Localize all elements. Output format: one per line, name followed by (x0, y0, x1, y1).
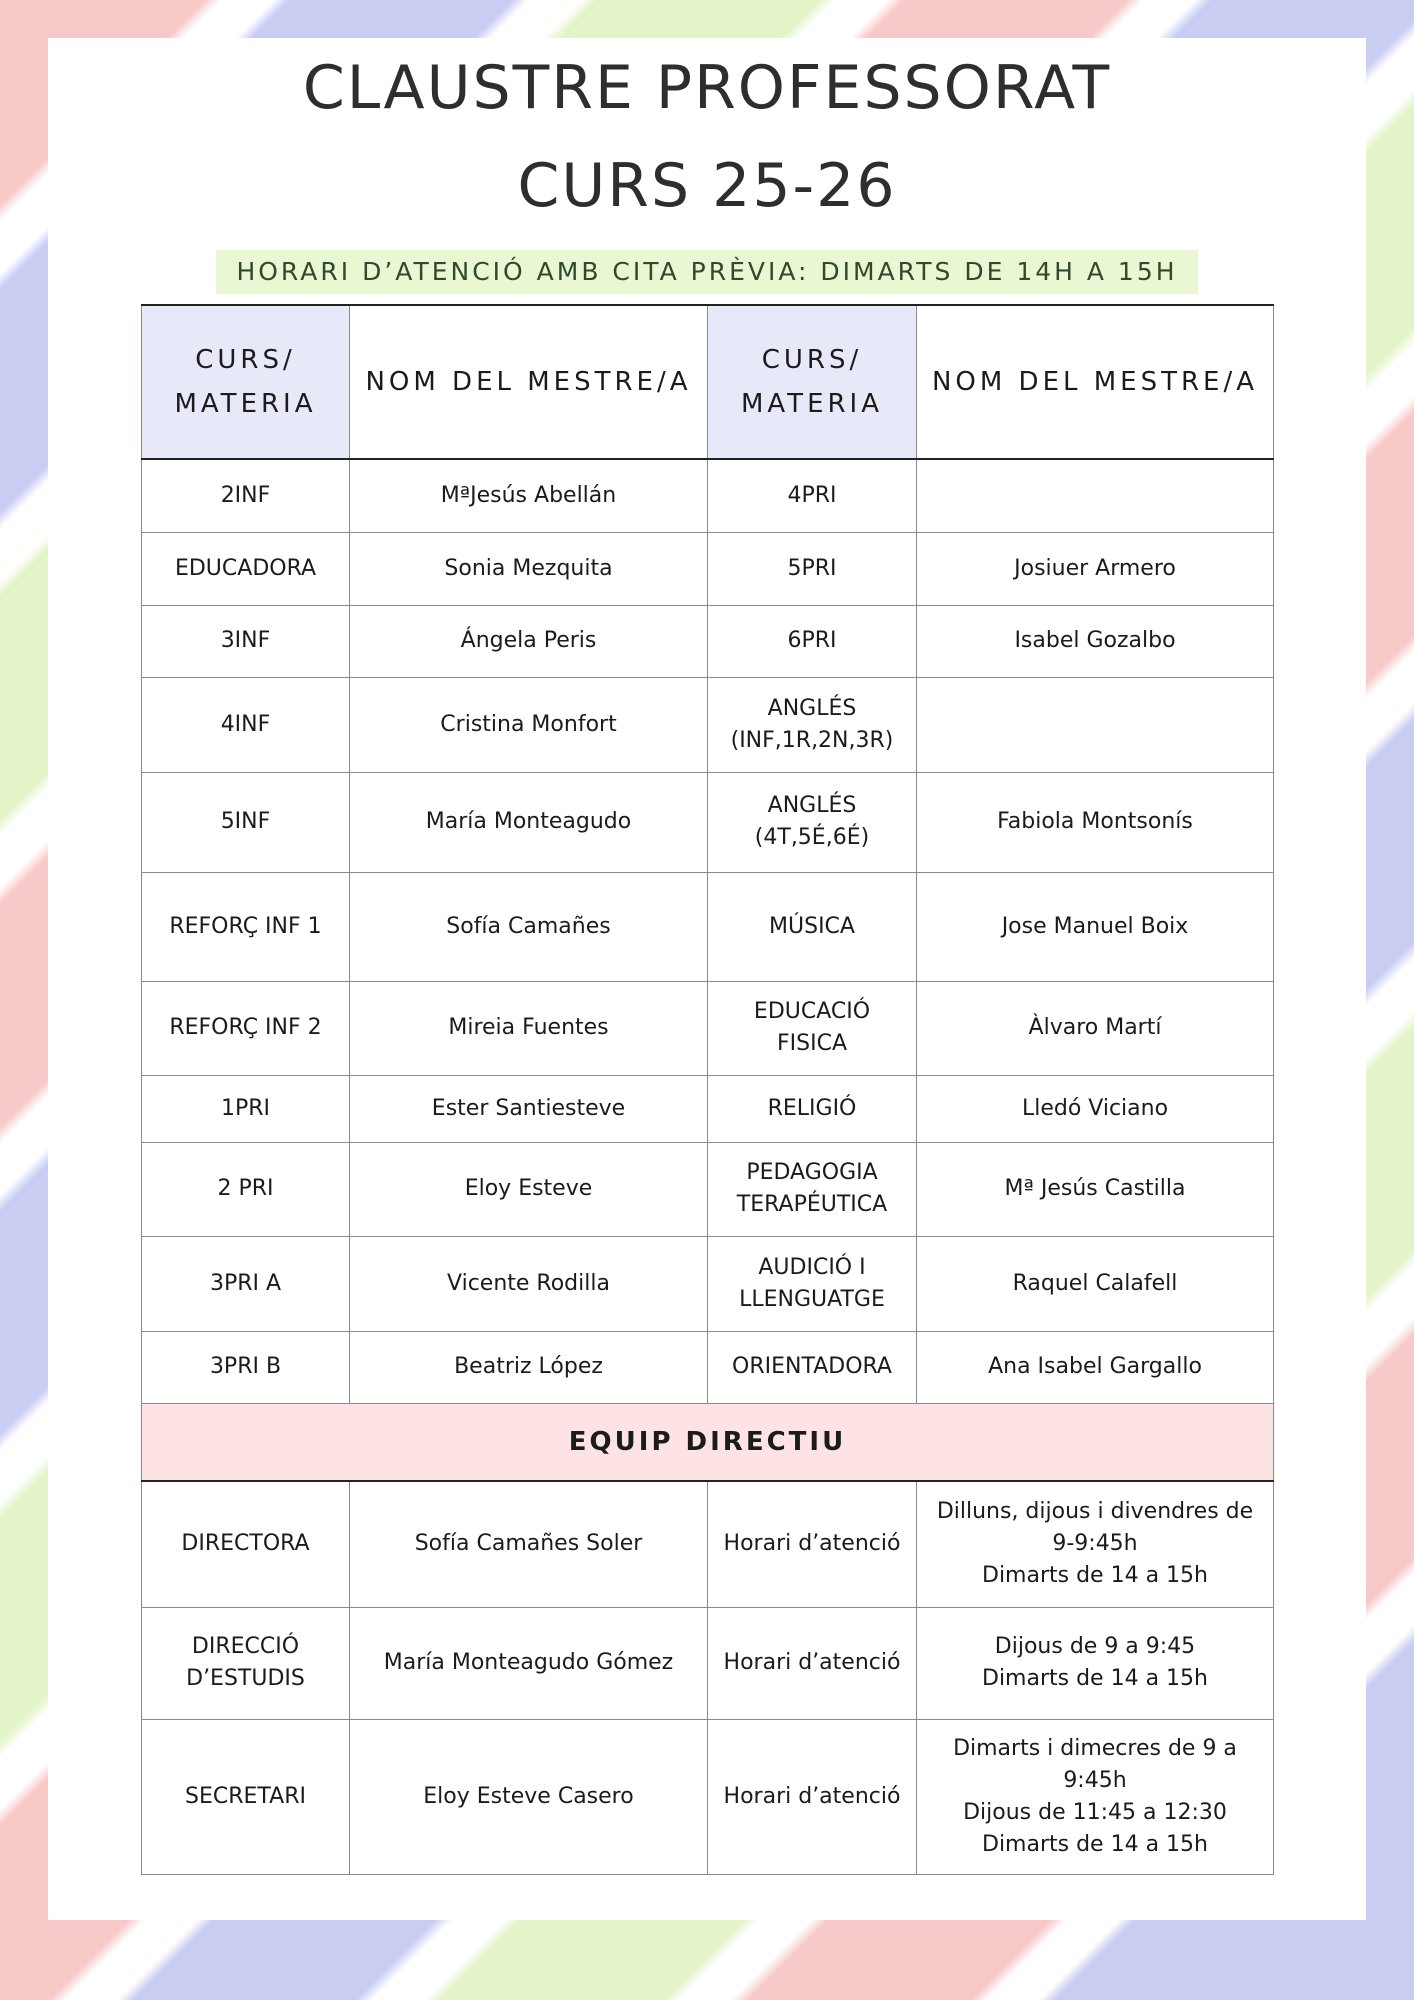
table-row (142, 1331, 1274, 1403)
table-row (142, 1481, 1274, 1607)
course-cell: 6PRI (708, 605, 917, 677)
section-title-equip-directiu: EQUIP DIRECTIU (142, 1403, 1274, 1481)
teacher-cell: Mireia Fuentes (350, 981, 708, 1075)
section-row (142, 1403, 1274, 1481)
role-cell: SECRETARI (142, 1719, 350, 1874)
course-cell: 3INF (142, 605, 350, 677)
table-row (142, 981, 1274, 1075)
page-title: CLAUSTRE PROFESSORAT (302, 53, 1112, 123)
hours-cell: Dijous de 9 a 9:45 Dimarts de 14 a 15h (917, 1607, 1274, 1719)
course-cell: MÚSICA (708, 872, 917, 981)
role-cell: DIRECCIÓ D’ESTUDIS (142, 1607, 350, 1719)
teacher-cell: Eloy Esteve (350, 1142, 708, 1236)
teacher-cell (917, 677, 1274, 772)
course-cell: EDUCADORA (142, 532, 350, 605)
teacher-cell: Àlvaro Martí (917, 981, 1274, 1075)
teacher-cell: Ana Isabel Gargallo (917, 1331, 1274, 1403)
table-row (142, 1607, 1274, 1719)
header-teacher-name-2: NOM DEL MESTRE/A (917, 305, 1274, 459)
hours-label-cell: Horari d’atenció (708, 1481, 917, 1607)
course-cell: 3PRI B (142, 1331, 350, 1403)
teacher-cell: María Monteagudo (350, 772, 708, 872)
teacher-cell: Ángela Peris (350, 605, 708, 677)
staff-table (141, 304, 1274, 1875)
teacher-cell: Sofía Camañes Soler (350, 1481, 708, 1607)
teacher-cell: Jose Manuel Boix (917, 872, 1274, 981)
course-cell: REFORÇ INF 2 (142, 981, 350, 1075)
table-row (142, 605, 1274, 677)
teacher-cell: Mª Jesús Castilla (917, 1142, 1274, 1236)
poster-sheet (48, 38, 1366, 1920)
table-row (142, 1075, 1274, 1142)
course-cell: RELIGIÓ (708, 1075, 917, 1142)
teacher-cell: Fabiola Montsonís (917, 772, 1274, 872)
teacher-cell: Eloy Esteve Casero (350, 1719, 708, 1874)
table-row (142, 677, 1274, 772)
course-cell: 3PRI A (142, 1236, 350, 1331)
course-cell: 5INF (142, 772, 350, 872)
teacher-cell: Sonia Mezquita (350, 532, 708, 605)
teacher-cell (917, 459, 1274, 532)
teacher-cell: María Monteagudo Gómez (350, 1607, 708, 1719)
course-cell: REFORÇ INF 1 (142, 872, 350, 981)
hours-cell: Dilluns, dijous i divendres de 9-9:45h Dimarts de 14 a 15h (917, 1481, 1274, 1607)
course-cell: 2 PRI (142, 1142, 350, 1236)
course-cell: EDUCACIÓ FISICA (708, 981, 917, 1075)
school-year-title: CURS 25-26 (517, 151, 897, 221)
table-row (142, 532, 1274, 605)
teacher-cell: Vicente Rodilla (350, 1236, 708, 1331)
teacher-cell: Sofía Camañes (350, 872, 708, 981)
header-course-subject: CURS/ MATERIA (142, 305, 350, 459)
course-cell: ORIENTADORA (708, 1331, 917, 1403)
hours-label-cell: Horari d’atenció (708, 1607, 917, 1719)
table-row (142, 872, 1274, 981)
course-cell: 5PRI (708, 532, 917, 605)
course-cell: PEDAGOGIA TERAPÉUTICA (708, 1142, 917, 1236)
teacher-cell: Ester Santiesteve (350, 1075, 708, 1142)
teacher-cell: Cristina Monfort (350, 677, 708, 772)
course-cell: ANGLÉS (4T,5É,6É) (708, 772, 917, 872)
role-cell: DIRECTORA (142, 1481, 350, 1607)
teacher-cell: Josiuer Armero (917, 532, 1274, 605)
table-row (142, 1719, 1274, 1874)
course-cell: 4INF (142, 677, 350, 772)
table-row (142, 459, 1274, 532)
table-row (142, 1142, 1274, 1236)
teacher-cell: Raquel Calafell (917, 1236, 1274, 1331)
course-cell: 1PRI (142, 1075, 350, 1142)
table-header-row (142, 305, 1274, 459)
header-teacher-name: NOM DEL MESTRE/A (350, 305, 708, 459)
course-cell: AUDICIÓ I LLENGUATGE (708, 1236, 917, 1331)
table-row (142, 1236, 1274, 1331)
teacher-cell: Beatriz López (350, 1331, 708, 1403)
course-cell: ANGLÉS (INF,1R,2N,3R) (708, 677, 917, 772)
course-cell: 4PRI (708, 459, 917, 532)
hours-cell: Dimarts i dimecres de 9 a 9:45h Dijous de 11:45 a 12:30 Dimarts de 14 a 15h (917, 1719, 1274, 1874)
teacher-cell: MªJesús Abellán (350, 459, 708, 532)
course-cell: 2INF (142, 459, 350, 532)
table-row (142, 772, 1274, 872)
hours-label-cell: Horari d’atenció (708, 1719, 917, 1874)
teacher-cell: Lledó Viciano (917, 1075, 1274, 1142)
teacher-cell: Isabel Gozalbo (917, 605, 1274, 677)
hours-banner: HORARI D’ATENCIÓ AMB CITA PRÈVIA: DIMARTS DE 14H A 15H (216, 250, 1198, 294)
header-course-subject-2: CURS/ MATERIA (708, 305, 917, 459)
